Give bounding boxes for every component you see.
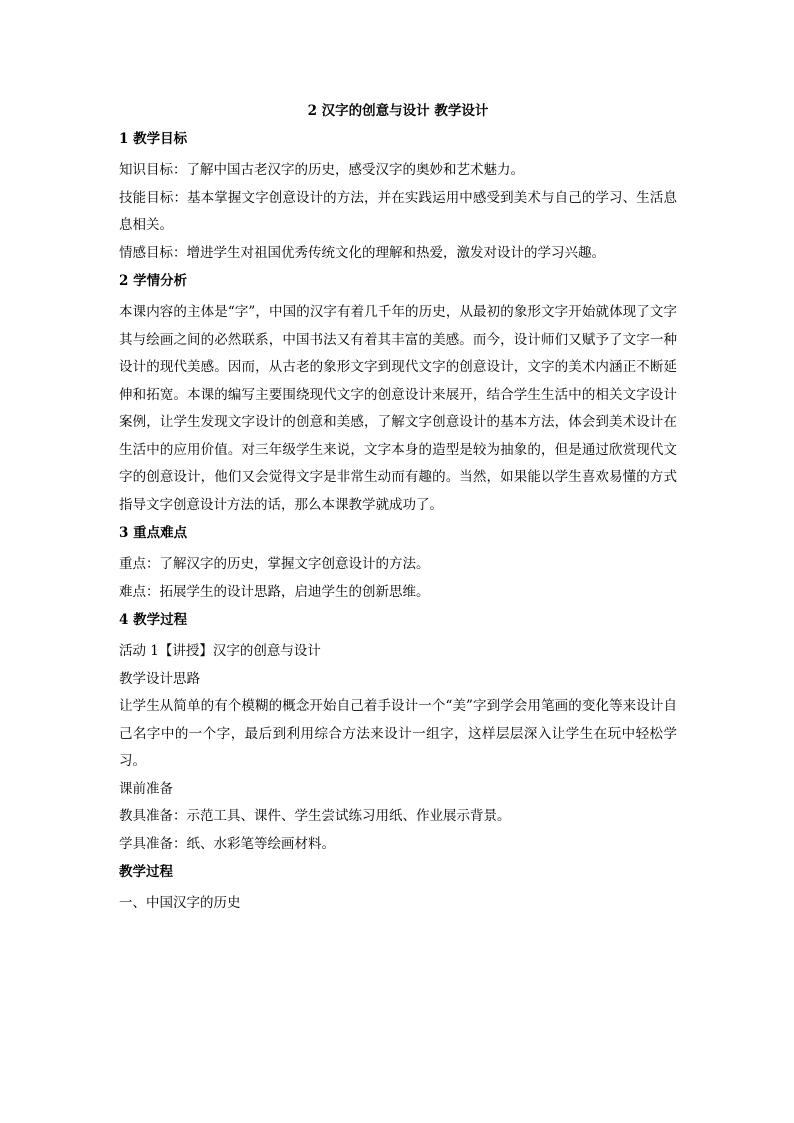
student-materials: 学具准备：纸、水彩笔等绘画材料。 — [119, 835, 335, 852]
design-idea-text: 让学生从简单的有个模糊的概念开始自己着手设计一个“美”字到学会用笔画的变化等来设计自己名字中的一个字，最后到利用综合方法来设计一组字，这样层层深入让学生在玩中轻松学习。 — [119, 698, 677, 769]
skill-objective: 技能目标：基本掌握文字创意设计的方法，并在实践运用中感受到美术与自己的学习、生活息息相关。 — [119, 189, 677, 233]
document-title: 2 汉字的创意与设计 教学设计 — [307, 103, 489, 119]
section-heading-analysis: 2 学情分析 — [119, 273, 188, 289]
process-heading: 教学过程 — [119, 864, 173, 880]
section-heading-process: 4 教学过程 — [119, 612, 188, 628]
knowledge-objective: 知识目标：了解中国古老汉字的历史，感受汉字的奥妙和艺术魅力。 — [119, 162, 524, 178]
section-heading-objectives: 1 教学目标 — [119, 131, 188, 147]
activity-title: 活动 1【讲授】汉字的创意与设计 — [119, 643, 321, 659]
emotion-objective: 情感目标：增进学生对祖国优秀传统文化的理解和热爱，激发对设计的学习兴趣。 — [119, 244, 605, 261]
design-idea-label: 教学设计思路 — [119, 670, 200, 687]
difficult-point: 难点：拓展学生的设计思路，启迪学生的创新思维。 — [119, 583, 430, 600]
step-one-title: 一、中国汉字的历史 — [119, 895, 241, 911]
analysis-paragraph: 本课内容的主体是“字”，中国的汉字有着几千年的历史，从最初的象形文字开始就体现了文字其与绘画之间的必然联系，中国书法又有着其丰富的美感。而今，设计师们又赋予了文字一种设计的现代美感。因而，从古老的象形文字到现代文字的创意设计，文字的美术内涵正不断延伸和拓宽。本课的编写主要围绕现代文字的创意设计来展开，结合学生生活中的相关文字设计案例，让学生发现文字设计的创意和美感，了解文字创意设计的基本方法，体会到美术设计在生活中的应用价值。对三年级学生来说，文字本身的造型是较为抽象的，但是通过欣赏现代文字的创意设计，他们又会觉得文字是非常生动而有趣的。当然，如果能以学生喜欢易懂的方式指导文字创意设计方法的话，那么本课教学就成功了。 — [119, 304, 677, 513]
preparation-label: 课前准备 — [119, 780, 173, 797]
key-point: 重点：了解汉字的历史，掌握文字创意设计的方法。 — [119, 556, 430, 572]
section-heading-key-points: 3 重点难点 — [119, 525, 188, 541]
document-page — [119, 101, 677, 918]
teacher-materials: 教具准备：示范工具、课件、学生尝试练习用纸、作业展示背景。 — [119, 808, 511, 824]
